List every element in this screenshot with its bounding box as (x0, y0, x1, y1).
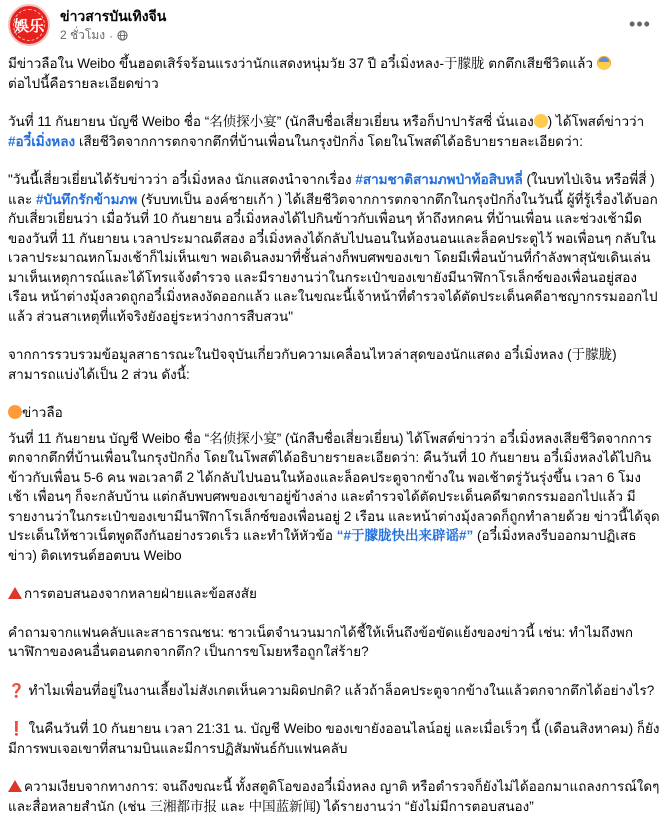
post-meta (60, 26, 128, 45)
official-silence-paragraph (8, 777, 660, 816)
fearful-face-icon (597, 56, 611, 70)
more-options-button[interactable]: ••• (629, 13, 651, 34)
globe-icon (117, 30, 128, 41)
question-paragraph: คำถามจากแฟนคลับและสาธารณชน: ชาวเน็ตจำนวนมากได้ชี้ให้เห็นถึงข้อขัดแย้งของข่าวนี้ เช่น: ทำไมถึงพกนาฬิกาของคนอื่นตอนตกจากตึก? เป็นการขโมยหรือถูกใส่ร้าย? (8, 624, 634, 659)
quote-text-2: (ในบทไป่เจิน หรือพี่สี่ ) และ (8, 172, 655, 207)
avatar-logo-text: 娛乐 (13, 17, 44, 35)
hashtag-yu-menglong-rebut[interactable]: “#于朦胧快出来辟谣#” (336, 528, 474, 543)
hashtag-love-across-time[interactable]: #บันทึกรักข้ามภพ (35, 191, 138, 207)
post-header (8, 4, 658, 48)
warning-triangle-icon (8, 587, 22, 599)
exclamation-mark-icon: ❗ (8, 721, 25, 736)
response-heading-text: การตอบสนองจากหลายฝ่ายและข้อสงสัย (24, 586, 257, 601)
intro-paragraph (8, 54, 660, 93)
question-2 (8, 719, 660, 758)
response-heading (8, 584, 660, 604)
quote-text-3: (รับบทเป็น องค์ชายเก้า ) ได้เสียชีวิตจากการตกจากตึกในกรุงปักกิ่งในวันนี้ ผู้ที่รู้เรื่องได้บอกกับเสี่ยวเยี่ยนว่า เมื่อวันที่ 10 กันยายน อวี๋เมิ่งหลงได้ไปกินข้าวกับเพื่อนๆ ห้าถึงหกคน ที่บ้านเพื่อน และช่วงเช้ามืดของวันที่ 11 กันยายน เวลาประมาณตีสอง อวี๋เมิ่งหลงได้กลับไปนอนในห้องนอนและล็อคประตูไว้ พอเพื่อนๆ กลับในเวลาประมาณหกโมงเช้าก็ไม่เห็นเขา พอเดินลงมาที่ชั้นล่างก็พบศพของเขา โดยมีเพื่อนบ้านที่กำลังพาสุนัขเดินเล่นมาเห็นเหตุการณ์และได้โทรแจ้งตำรวจ และมีรายงานว่าในกระเป๋าของเขายังมีนาฬิกาโรเล็กซ์ของเพื่อนอยู่สองเรือน หน้าต่างมุ้งลวดถูกอวี๋เมิ่งหลงงัดออกแล้ว และในขณะนี้เจ้าหน้าที่ตำรวจได้ตัดประเด็นคดีอาชญากรรมออกไปแล้ว ส่วนสาเหตุที่แท้จริงยังอยู่ระหว่างการสืบสวน" (8, 191, 658, 324)
rumor-heading (8, 403, 660, 423)
quote-paragraph (8, 170, 660, 326)
warning-triangle-icon (8, 780, 22, 792)
intro-text: มีข่าวลือใน Weibo ขึ้นฮอตเสิร์จร้อนแรงว่านักแสดงหนุ่มวัย 37 ปี อวี๋เมิ่งหลง-于朦胧 ตกตึกเสียชีวิตแล้ว (8, 56, 593, 71)
meta-separator: · (109, 28, 114, 43)
quote-text: "วันนี้เสี่ยวเยี่ยนได้รับข่าวว่า อวี๋เมิ่งหลง นักแสดงนำจากเรื่อง (8, 172, 356, 187)
page-name-link[interactable]: ข่าวสารบันเทิงจีน (60, 8, 167, 24)
relieved-face-icon (534, 114, 548, 128)
question-1-text: ทำไมเพื่อนที่อยู่ในงานเลี้ยงไม่สังเกตเห็นความผิดปกติ? แล้วถ้าล็อคประตูจากข้างในแล้วตกจากตึกได้อย่างไร? (28, 682, 655, 698)
question-2-text: ในคืนวันที่ 10 กันยายน เวลา 21:31 น. บัญชี Weibo ของเขายังออนไลน์อยู่ และเมื่อเร็วๆ นี้ (เดือนสิงหาคม) ก็ยังมีการพบเจอเขาที่สนามบินและมีการปฏิสัมพันธ์กับแฟนคลับ (8, 721, 660, 756)
rumor-text: วันที่ 11 กันยายน บัญชี Weibo ชื่อ “名侦探小宴” (นักสืบชื่อเสี่ยวเยี่ยน) ได้โพสต์ข่าวว่า อวี๋เมิ่งหลงเสียชีวิตจากการตกจากตึกที่บ้านเพื่อนในกรุงปักกิ่ง โดยในโพสต์ได้อธิบายรายละเอียดว่า: คืนวันที่ 10 กันยายน อวี๋เมิ่งหลงได้ไปกินข้าวกับเพื่อน 5-6 คน พอเวลาตี 2 ได้กลับไปนอนในห้องและล็อคประตูจากข้างใน พอเช้าตรู่วันรุ่งขึ้น เวลา 6 โมงเช้า เพื่อนๆ ก็จะกลับบ้าน แต่กลับพบศพของเขาอยู่ข้างล่าง และตำรวจได้ตัดประเด็นคดีฆาตกรรมออกไปแล้ว มีรายงานว่าในกระเป๋าของเขามีนาฬิกาโรเล็กซ์ของเพื่อนอยู่ 2 เรือน และหน้าต่างมุ้งลวดก็ถูกทำลายด้วย ข่าวนี้ได้จุดประเด็นให้ชาวเน็ตพูดถึงกันอย่างรวดเร็ว และทำให้หัวข้อ (8, 430, 660, 543)
source-text-3: เสียชีวิตจากการตกจากตึกที่บ้านเพื่อนในกรุงปักกิ่ง โดยในโพสต์ได้อธิบายรายละเอียดว่า: (75, 133, 583, 149)
rumor-text-2: (อวี๋เมิ่งหลงรีบออกมาปฏิเสธข่าว) ติดเทรนด์ฮอตบน Weibo (8, 528, 637, 563)
summary-paragraph: จากการรวบรวมข้อมูลสาธารณะในปัจจุบันเกี่ยวกับความเคลื่อนไหวล่าสุดของนักแสดง อวี๋เมิ่งหลง (于朦胧) สามารถแบ่งได้เป็น 2 ส่วน ดังนี้: (8, 347, 617, 382)
question-1 (8, 681, 660, 701)
hashtag-eternal-love[interactable]: #สามชาติสามภพป่าท้อสิบหลี่ (355, 172, 523, 187)
intro-text-2: ต่อไปนี้คือรายละเอียดข่าว (8, 75, 159, 91)
official-silence-text: ความเงียบจากทางการ: จนถึงขณะนี้ ทั้งสตูดิโอของอวี๋เมิ่งหลง ญาติ หรือตำรวจก็ยังไม่ได้ออกมาแถลงการณ์ใดๆ และสื่อหลายสำนัก (เช่น 三湘都市报 และ 中国蓝新闻) ได้รายงานว่า “ยังไม่มีการตอบสนอง” (8, 779, 660, 814)
rumor-heading-text: ข่าวลือ (22, 405, 63, 420)
post-timestamp[interactable]: 2 ชั่วโมง (60, 28, 106, 42)
post-body (8, 54, 660, 835)
page-avatar[interactable] (8, 4, 50, 46)
worried-face-icon (8, 405, 22, 419)
source-text-2: ) ได้โพสต์ข่าวว่า (547, 114, 645, 129)
avatar-ring (13, 9, 45, 41)
question-mark-icon: ❓ (8, 682, 25, 698)
hashtag-yu-menglong[interactable]: #อวี๋เมิ่งหลง (8, 133, 76, 149)
rumor-paragraph (8, 429, 660, 566)
source-text: วันที่ 11 กันยายน บัญชี Weibo ชื่อ “名侦探小宴” (นักสืบชื่อเสี่ยวเยี่ยน หรือก็ปาปารัสซี่ นั่นเอง (8, 114, 534, 129)
source-paragraph (8, 112, 660, 151)
